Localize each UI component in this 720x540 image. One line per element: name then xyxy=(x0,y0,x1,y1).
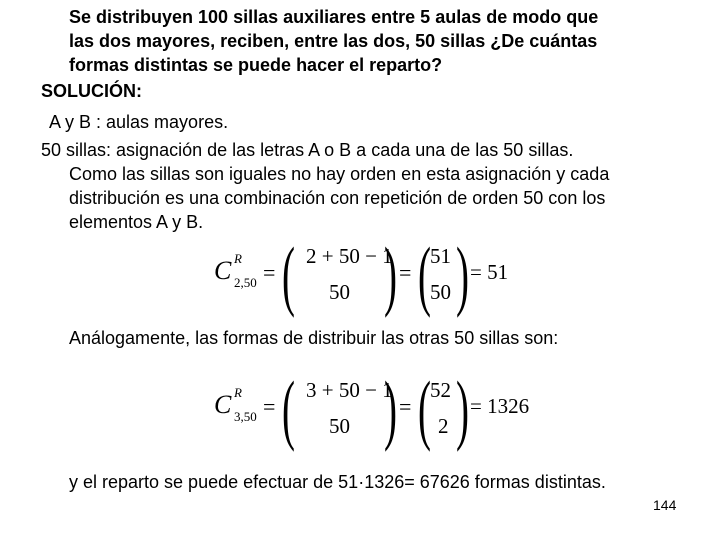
formula-combination-2-50 xyxy=(214,231,534,318)
formula-subscript: 3,50 xyxy=(234,409,257,424)
problem-line-3: formas distintas se puede hacer el reparto? xyxy=(69,55,443,75)
right-paren: ) xyxy=(384,365,397,452)
binom1-top: 2 + 50 − 1 xyxy=(306,244,393,268)
right-paren: ) xyxy=(384,231,397,318)
left-paren: ( xyxy=(282,231,295,318)
conclusion-text: y el reparto se puede efectuar de 51·1326= 67626 formas distintas. xyxy=(69,472,606,492)
page-number: 144 xyxy=(653,497,677,513)
formula-equals: = xyxy=(263,260,276,285)
formula-combination-3-50 xyxy=(214,365,554,452)
left-paren: ( xyxy=(418,231,431,318)
formula-superscript: R xyxy=(234,385,242,400)
binom2-top: 52 xyxy=(430,378,451,402)
solution-line-5: elementos A y B. xyxy=(69,212,204,232)
left-paren: ( xyxy=(282,365,295,452)
solution-line-4: distribución es una combinación con repetición de orden 50 con los xyxy=(69,188,606,208)
solution-line-2: 50 sillas: asignación de las letras A o B a cada una de las 50 sillas. xyxy=(41,140,574,160)
formula-equals: = xyxy=(263,394,276,419)
middle-text: Análogamente, las formas de distribuir las otras 50 sillas son: xyxy=(69,328,559,348)
formula-symbol: C xyxy=(214,256,232,285)
binom2-top: 51 xyxy=(430,244,451,268)
right-paren: ) xyxy=(456,231,469,318)
binom1-bottom: 50 xyxy=(329,414,350,438)
formula-superscript: R xyxy=(234,251,242,266)
solution-line-3: Como las sillas son iguales no hay orden en esta asignación y cada xyxy=(69,164,610,184)
solution-heading: SOLUCIÓN: xyxy=(41,81,142,101)
formula-equals-2: = xyxy=(399,260,412,285)
formula-equals-2: = xyxy=(399,394,412,419)
binom1-bottom: 50 xyxy=(329,280,350,304)
problem-line-1: Se distribuyen 100 sillas auxiliares entre 5 aulas de modo que xyxy=(69,7,599,27)
formula-subscript: 2,50 xyxy=(234,275,257,290)
left-paren: ( xyxy=(418,365,431,452)
formula-result: = 51 xyxy=(470,260,509,284)
binom2-bottom: 2 xyxy=(438,414,449,438)
solution-line-1: A y B : aulas mayores. xyxy=(49,112,229,132)
binom2-bottom: 50 xyxy=(430,280,451,304)
right-paren: ) xyxy=(456,365,469,452)
formula-symbol: C xyxy=(214,390,232,419)
binom1-top: 3 + 50 − 1 xyxy=(306,378,393,402)
problem-line-2: las dos mayores, reciben, entre las dos, 50 sillas ¿De cuántas xyxy=(69,31,598,51)
formula-result: = 1326 xyxy=(470,394,530,418)
